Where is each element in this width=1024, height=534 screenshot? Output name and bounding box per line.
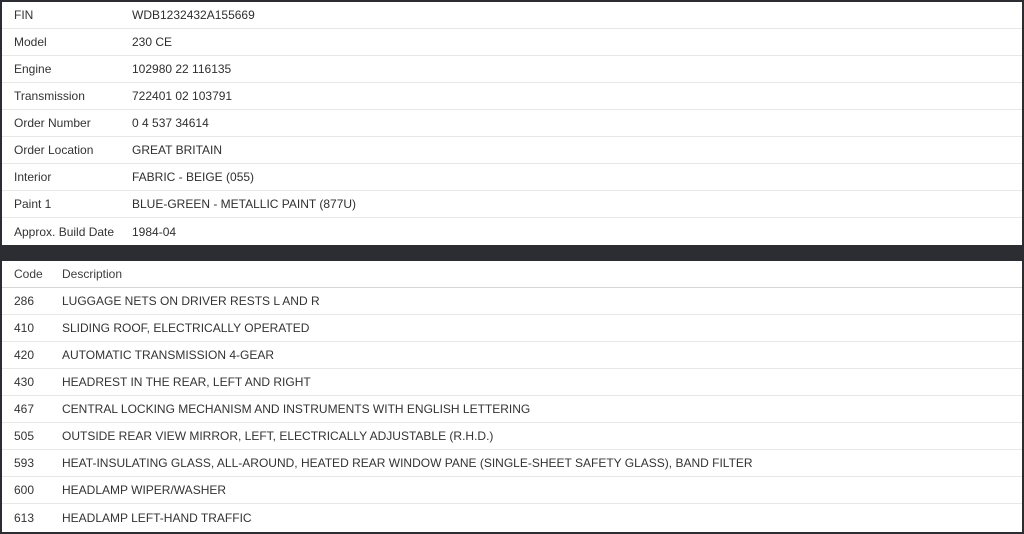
section-separator <box>2 245 1022 261</box>
vehicle-info-row <box>2 2 1022 29</box>
equipment-description: LUGGAGE NETS ON DRIVER RESTS L AND R <box>62 294 320 308</box>
vehicle-info-value: FABRIC - BEIGE (055) <box>132 170 255 184</box>
equipment-code-row <box>2 477 1022 504</box>
equipment-code: 420 <box>14 348 35 362</box>
vehicle-info-label: Interior <box>14 170 52 184</box>
equipment-description: CENTRAL LOCKING MECHANISM AND INSTRUMENTS WITH ENGLISH LETTERING <box>62 402 531 416</box>
code-column-header: Code <box>14 267 43 281</box>
vehicle-info-row <box>2 56 1022 83</box>
vehicle-info-label: Paint 1 <box>14 197 52 211</box>
vehicle-info-label: Transmission <box>14 89 85 103</box>
codes-table-header-row <box>2 261 1022 288</box>
equipment-codes-table <box>2 261 1022 532</box>
equipment-code: 467 <box>14 402 35 416</box>
vehicle-info-value: 722401 02 103791 <box>132 89 233 103</box>
equipment-code: 593 <box>14 456 35 470</box>
vehicle-info-label: Order Number <box>14 116 91 130</box>
vehicle-info-label: Approx. Build Date <box>14 224 115 239</box>
vehicle-info-label: Engine <box>14 62 52 76</box>
vehicle-info-table <box>2 2 1022 245</box>
equipment-code: 410 <box>14 321 35 335</box>
equipment-code-row <box>2 450 1022 477</box>
vehicle-info-value: GREAT BRITAIN <box>132 143 223 157</box>
vehicle-info-label: Model <box>14 35 47 49</box>
vehicle-info-row <box>2 218 1022 245</box>
equipment-code: 613 <box>14 510 35 525</box>
equipment-code-row <box>2 315 1022 342</box>
equipment-description: OUTSIDE REAR VIEW MIRROR, LEFT, ELECTRICALLY ADJUSTABLE (R.H.D.) <box>62 429 494 443</box>
vehicle-info-row <box>2 110 1022 137</box>
equipment-code-row <box>2 423 1022 450</box>
vehicle-info-row <box>2 29 1022 56</box>
vehicle-info-value: 0 4 537 34614 <box>132 116 209 130</box>
vehicle-info-value: 230 CE <box>132 35 173 49</box>
equipment-code-row <box>2 342 1022 369</box>
equipment-code: 505 <box>14 429 35 443</box>
equipment-code-row <box>2 396 1022 423</box>
vehicle-info-row <box>2 83 1022 110</box>
vehicle-info-label: Order Location <box>14 143 94 157</box>
equipment-code: 286 <box>14 294 35 308</box>
equipment-description: HEADLAMP LEFT-HAND TRAFFIC <box>62 510 252 525</box>
vehicle-info-value: 1984-04 <box>132 224 177 239</box>
vehicle-info-label: FIN <box>14 8 34 22</box>
equipment-description: HEADLAMP WIPER/WASHER <box>62 483 227 497</box>
equipment-description: SLIDING ROOF, ELECTRICALLY OPERATED <box>62 321 310 335</box>
description-column-header: Description <box>62 267 123 281</box>
equipment-code-row <box>2 288 1022 315</box>
equipment-description: HEAT-INSULATING GLASS, ALL-AROUND, HEATED REAR WINDOW PANE (SINGLE-SHEET SAFETY GLASS), BAND FILTER <box>62 456 753 470</box>
equipment-description: HEADREST IN THE REAR, LEFT AND RIGHT <box>62 375 311 389</box>
equipment-description: AUTOMATIC TRANSMISSION 4-GEAR <box>62 348 275 362</box>
equipment-code: 600 <box>14 483 35 497</box>
vehicle-info-row <box>2 191 1022 218</box>
vehicle-info-value: 102980 22 116135 <box>132 62 232 76</box>
vehicle-info-value: WDB1232432A155669 <box>132 8 255 22</box>
vehicle-info-value: BLUE-GREEN - METALLIC PAINT (877U) <box>132 197 357 211</box>
equipment-code-row <box>2 504 1022 531</box>
equipment-code-row <box>2 369 1022 396</box>
equipment-code: 430 <box>14 375 35 389</box>
vehicle-info-row <box>2 164 1022 191</box>
vehicle-info-row <box>2 137 1022 164</box>
